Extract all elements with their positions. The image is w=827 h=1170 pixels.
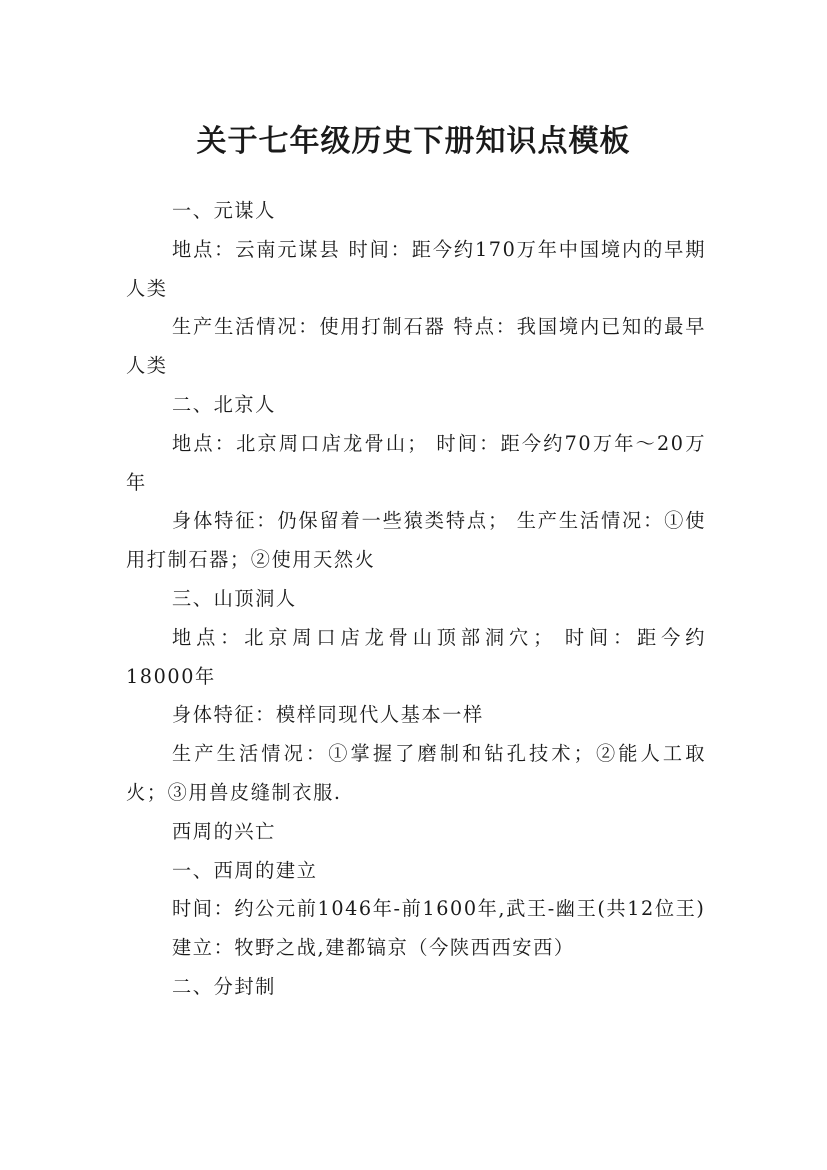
section-heading-peking-man: 二、北京人 bbox=[172, 392, 276, 416]
paragraph-yuanmou-location: 地点：云南元谋县 时间：距今约170万年中国境内的早期人类 bbox=[126, 237, 706, 300]
paragraph-upper-cave-location: 地点：北京周口店龙骨山顶部洞穴； 时间：距今约18000年 bbox=[126, 625, 706, 688]
section-heading-upper-cave: 三、山顶洞人 bbox=[172, 586, 297, 610]
document-body bbox=[126, 192, 706, 1007]
paragraph-yuanmou-life: 生产生活情况：使用打制石器 特点：我国境内已知的最早人类 bbox=[126, 315, 706, 378]
paragraph-western-zhou-time: 时间：约公元前1046年-前1600年,武王-幽王(共12位王) bbox=[172, 897, 706, 921]
paragraph-upper-cave-life: 生产生活情况：①掌握了磨制和钻孔技术；②能人工取火；③用兽皮缝制衣服. bbox=[126, 742, 706, 804]
subheading-western-zhou-founding: 一、西周的建立 bbox=[172, 858, 318, 882]
document-title: 关于七年级历史下册知识点模板 bbox=[196, 124, 631, 160]
paragraph-western-zhou-establish: 建立：牧野之战,建都镐京（今陕西西安西） bbox=[172, 936, 575, 960]
paragraph-peking-location: 地点：北京周口店龙骨山； 时间：距今约70万年～20万年 bbox=[126, 431, 706, 494]
section-heading-western-zhou: 西周的兴亡 bbox=[172, 819, 276, 843]
section-heading-yuanmou: 一、元谋人 bbox=[172, 199, 276, 222]
subheading-fengjian-system: 二、分封制 bbox=[172, 974, 276, 998]
paragraph-upper-cave-features: 身体特征：模样同现代人基本一样 bbox=[172, 703, 484, 727]
paragraph-peking-features: 身体特征：仍保留着一些猿类特点； 生产生活情况：①使用打制石器；②使用天然火 bbox=[126, 509, 706, 572]
